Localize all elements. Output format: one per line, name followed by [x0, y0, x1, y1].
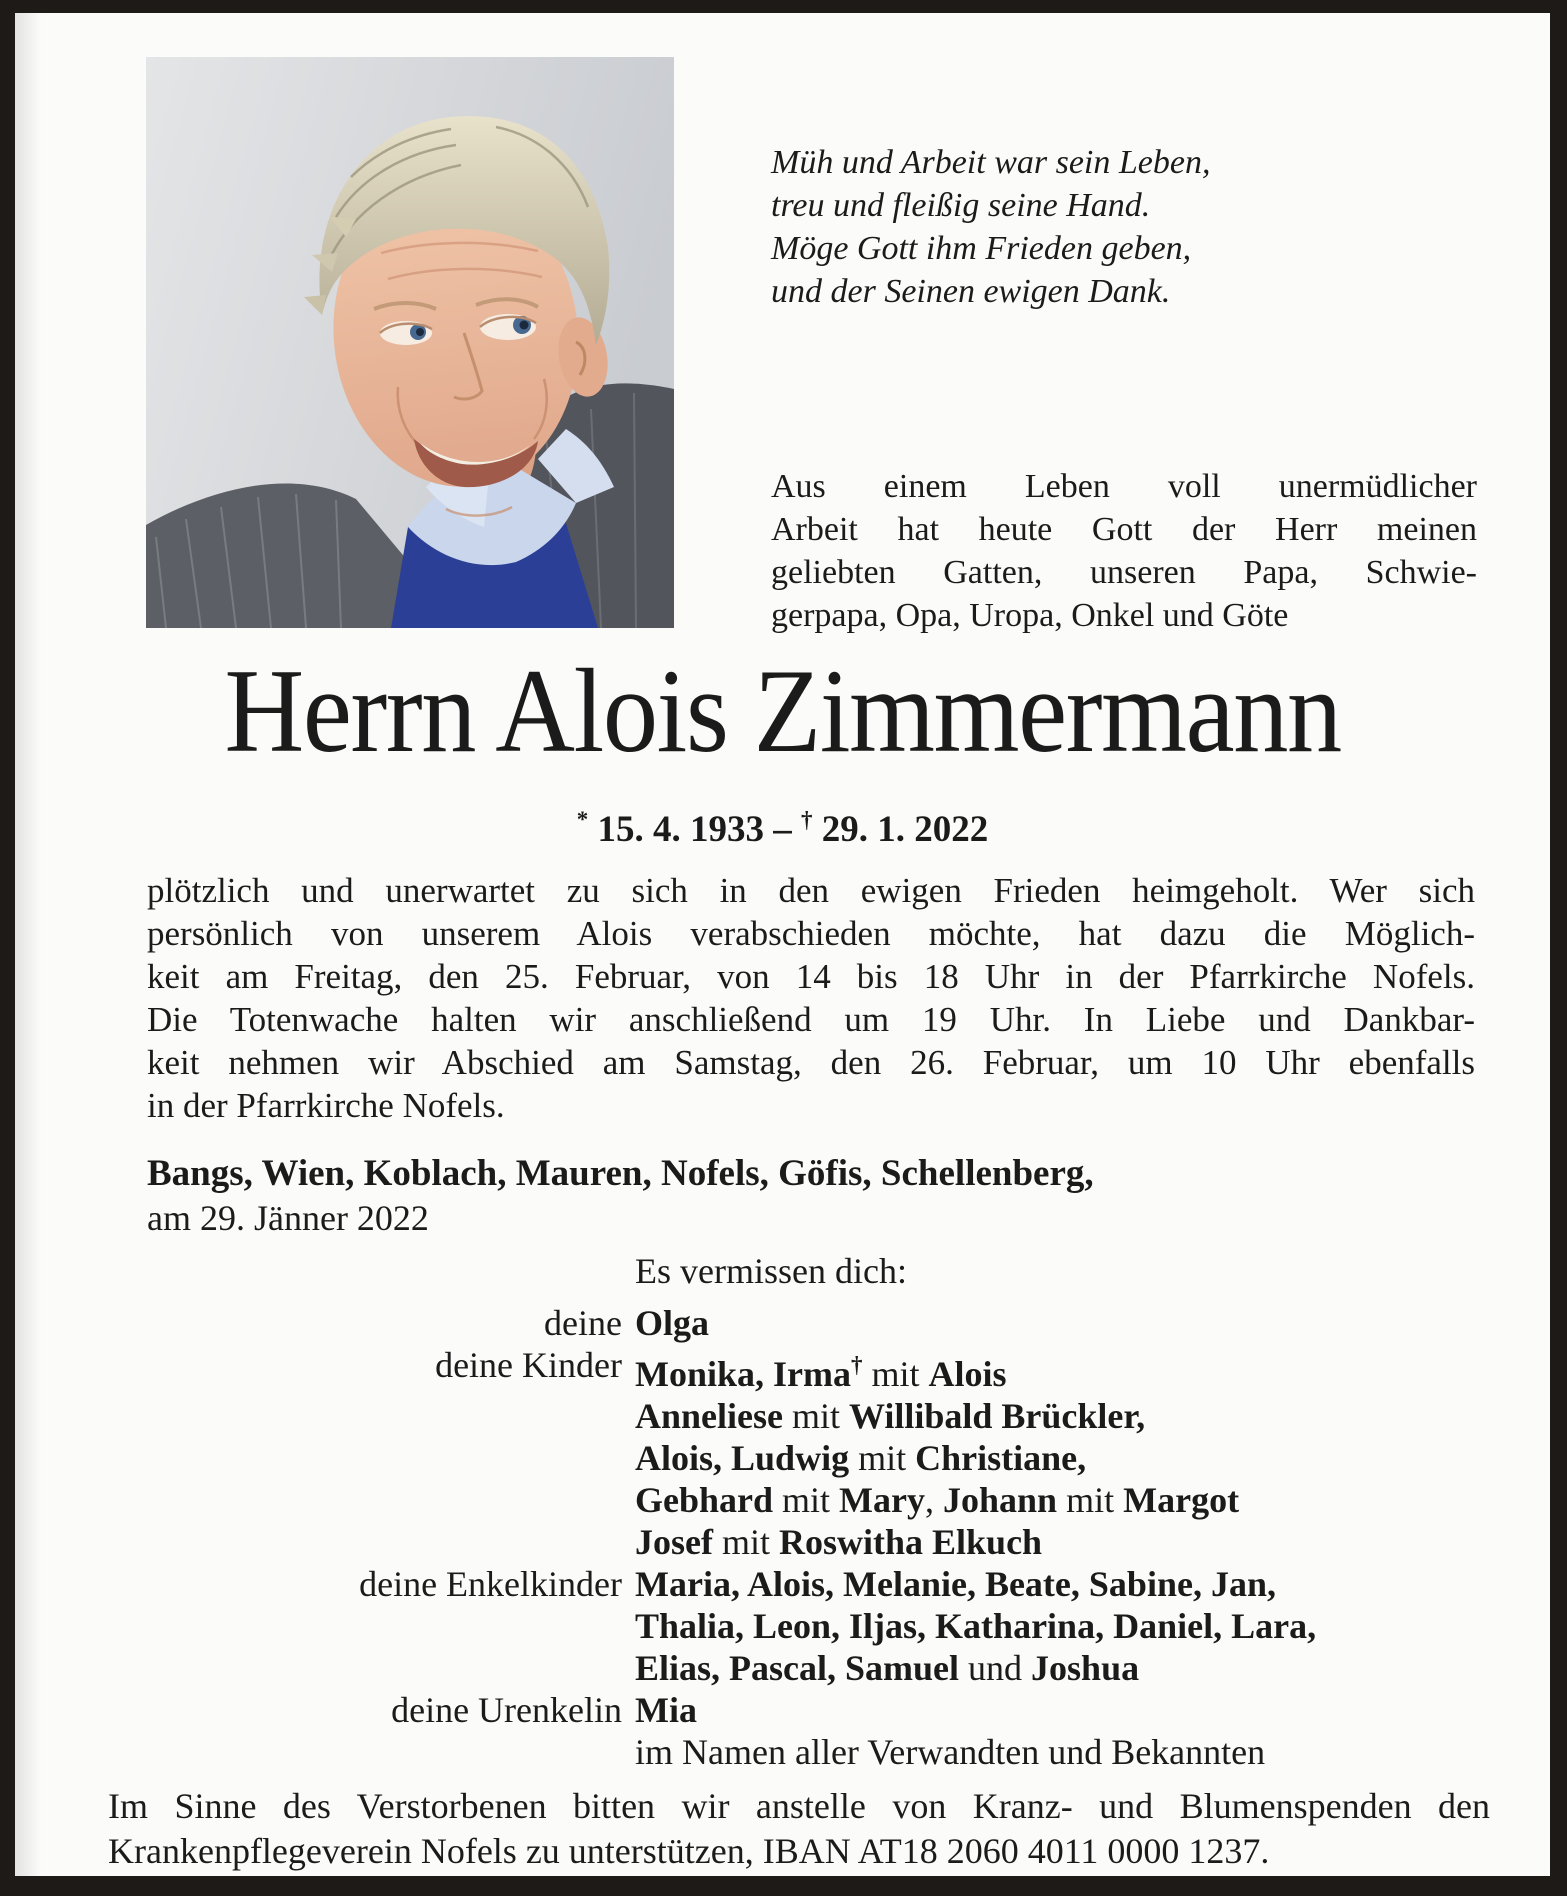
- donation-line: Krankenpflegeverein Nofels zu unterstützen, IBAN AT18 2060 4011 0000 1237.: [108, 1831, 1270, 1871]
- mourner-names: [635, 1563, 1487, 1689]
- text-segment: Josef: [635, 1522, 713, 1562]
- mourner-row: [147, 1563, 1487, 1689]
- text-segment: mit: [1057, 1480, 1124, 1520]
- announcement-line: plötzlich und unerwartet zu sich in den ewigen Frieden heimgeholt. Wer sich: [147, 871, 1475, 910]
- text-segment: 15. 4. 1933 –: [588, 809, 801, 850]
- mourner-names-line: [635, 1479, 1487, 1521]
- announcement-line: in der Pfarrkirche Nofels.: [147, 1086, 505, 1125]
- text-segment: mit: [783, 1396, 850, 1436]
- text-segment: Christiane,: [915, 1438, 1087, 1478]
- text-segment: ,: [925, 1480, 944, 1520]
- mourner-row: [147, 1689, 1487, 1731]
- text-segment: Margot: [1123, 1480, 1240, 1520]
- mourner-names-line: [635, 1521, 1487, 1563]
- mourner-names-line: [635, 1563, 1487, 1605]
- intro-line: geliebten Gatten, unseren Papa, Schwie-: [771, 554, 1477, 591]
- text-segment: und: [959, 1648, 1032, 1688]
- deceased-name-text: Herrn Alois Zimmermann: [224, 644, 1341, 777]
- text-segment: †: [801, 807, 813, 832]
- intro-paragraph: [771, 465, 1477, 637]
- text-segment: Thalia, Leon, Iljas, Katharina, Daniel, Lara,: [635, 1606, 1317, 1646]
- poem-line: treu und fleißig seine Hand.: [771, 187, 1151, 224]
- date-line: am 29. Jänner 2022: [147, 1198, 429, 1238]
- memorial-poem: [771, 141, 1316, 313]
- mourner-names-line: [635, 1605, 1487, 1647]
- intro-line: Arbeit hat heute Gott der Herr meinen: [771, 511, 1477, 548]
- mourner-row: [147, 1731, 1487, 1773]
- mourner-names-line: [635, 1302, 1487, 1344]
- text-segment: Anneliese: [635, 1396, 783, 1436]
- announcement-line: persönlich von unserem Alois verabschieden möchte, hat dazu die Möglich-: [147, 914, 1475, 953]
- text-segment: Olga: [635, 1303, 710, 1343]
- portrait-illustration: [146, 57, 674, 628]
- intro-line: gerpapa, Opa, Uropa, Onkel und Göte: [771, 597, 1289, 634]
- text-segment: Gebhard: [635, 1480, 774, 1520]
- text-segment: *: [576, 807, 589, 832]
- deceased-name: [15, 644, 1550, 777]
- text-segment: 29. 1. 2022: [812, 809, 989, 850]
- mourner-relation-label: deine Urenkelin: [391, 1690, 622, 1730]
- mourner-names-line: [635, 1437, 1487, 1479]
- text-segment: Elias, Pascal, Samuel: [635, 1648, 960, 1688]
- mourner-names: [635, 1689, 1487, 1731]
- mourners-header: Es vermissen dich:: [635, 1251, 907, 1291]
- poem-line: und der Seinen ewigen Dank.: [771, 273, 1171, 310]
- poem-line: Möge Gott ihm Frieden geben,: [771, 230, 1192, 267]
- life-dates: [15, 798, 1550, 852]
- mourner-names-line: [635, 1395, 1487, 1437]
- mourners-list: [147, 1302, 1487, 1773]
- text-segment: mit: [712, 1522, 779, 1562]
- text-segment: mit: [862, 1354, 929, 1394]
- text-segment: Monika, Irma: [635, 1354, 851, 1394]
- mourner-row: [147, 1302, 1487, 1344]
- mourner-names-line: [635, 1647, 1487, 1689]
- portrait-photo: [146, 57, 674, 628]
- announcement-line: keit am Freitag, den 25. Februar, von 14 bis 18 Uhr in der Pfarrkirche Nofels.: [147, 957, 1475, 996]
- donation-line: Im Sinne des Verstorbenen bitten wir anstelle von Kranz- und Blumenspenden den: [108, 1786, 1490, 1826]
- text-segment: mit: [773, 1480, 840, 1520]
- mourner-relation-label: deine Enkelkinder: [359, 1564, 622, 1604]
- places-line: Bangs, Wien, Koblach, Mauren, Nofels, Göfis, Schellenberg,: [147, 1153, 1094, 1194]
- mourner-names: [635, 1344, 1487, 1563]
- text-segment: Mia: [635, 1690, 697, 1730]
- announcement-line: keit nehmen wir Abschied am Samstag, den 26. Februar, um 10 Uhr ebenfalls: [147, 1043, 1475, 1082]
- mourner-names-line: [635, 1689, 1487, 1731]
- text-segment: Johann: [943, 1480, 1058, 1520]
- poem-line: Müh und Arbeit war sein Leben,: [771, 144, 1211, 181]
- text-segment: Mary: [839, 1480, 926, 1520]
- donation-paragraph: [108, 1784, 1490, 1874]
- mourner-names-line: [635, 1731, 1487, 1773]
- text-segment: Maria, Alois, Melanie, Beate, Sabine, Jan,: [635, 1564, 1276, 1604]
- text-segment: Willibald Brückler,: [849, 1396, 1146, 1436]
- mourner-names: [635, 1731, 1487, 1773]
- mourner-names: [635, 1302, 1487, 1344]
- text-segment: †: [851, 1352, 863, 1377]
- mourner-names-line: [635, 1344, 1487, 1395]
- text-segment: mit: [849, 1438, 916, 1478]
- mourner-relation-label: deine: [544, 1303, 622, 1343]
- text-segment: im Namen aller Verwandten und Bekannten: [635, 1732, 1266, 1772]
- announcement-paragraph: [147, 869, 1475, 1127]
- mourner-row: [147, 1344, 1487, 1563]
- mourner-relation-label: deine Kinder: [435, 1345, 622, 1385]
- text-segment: Roswitha Elkuch: [779, 1522, 1043, 1562]
- intro-line: Aus einem Leben voll unermüdlicher: [771, 468, 1477, 505]
- text-segment: Alois, Ludwig: [635, 1438, 850, 1478]
- text-segment: Alois: [928, 1354, 1007, 1394]
- text-segment: Joshua: [1031, 1648, 1140, 1688]
- announcement-line: Die Totenwache halten wir anschließend um 19 Uhr. In Liebe und Dankbar-: [147, 1000, 1475, 1039]
